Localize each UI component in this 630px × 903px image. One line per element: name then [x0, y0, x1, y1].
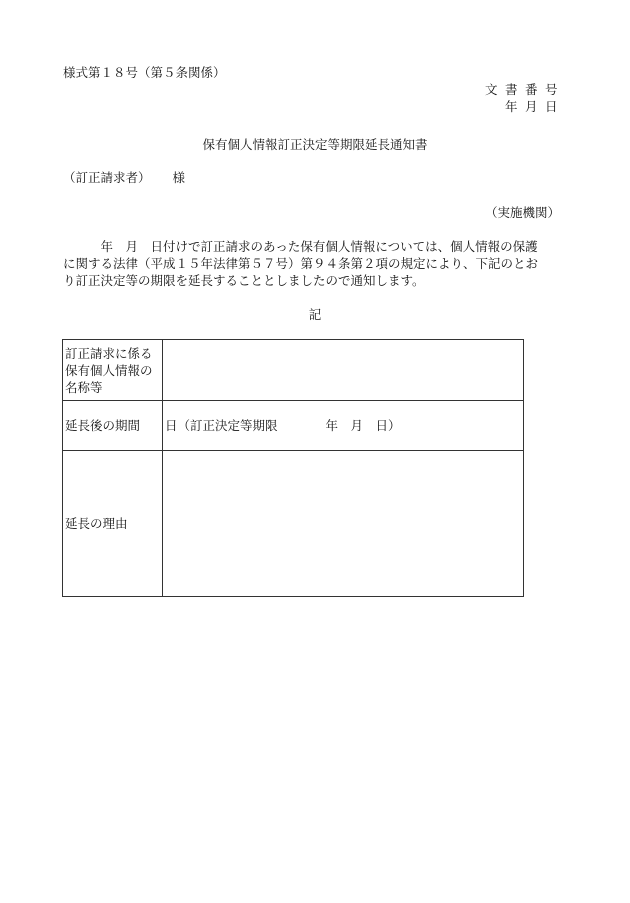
ki-heading: 記	[308, 307, 322, 322]
extended-period-suffix: 年 月 日）	[325, 418, 401, 433]
table-row	[63, 340, 524, 401]
notice-body-line: 年 月 日付けで訂正請求のあった保有個人情報については、個人情報の保護	[63, 239, 538, 254]
label-line: 訂正請求に係る	[65, 345, 153, 361]
table-row	[63, 401, 524, 451]
document-title: 保有個人情報訂正決定等期限延長通知書	[202, 137, 428, 152]
issuing-agency: （実施機関）	[484, 205, 560, 220]
recipient-honorific: 様	[172, 170, 186, 185]
label-line: 保有個人情報の	[65, 362, 153, 378]
form-number: 様式第１８号（第５条関係）	[63, 65, 226, 80]
table-row	[63, 451, 524, 597]
recipient-label: （訂正請求者）	[63, 170, 151, 185]
label-line: 名称等	[65, 379, 103, 395]
extended-period-label: 延長後の期間	[63, 401, 163, 451]
extended-period-prefix: 日（訂正決定等期限	[165, 418, 278, 433]
personal-info-name-label	[63, 340, 163, 401]
details-table	[62, 339, 524, 597]
extended-period-value	[163, 401, 524, 451]
document-number-label: 文書番号	[484, 82, 565, 97]
extension-reason-value	[163, 451, 524, 597]
recipient-line	[63, 168, 185, 186]
document-date-label: 年月日	[504, 99, 565, 114]
notice-body-line: り訂正決定等の期限を延長することとしましたので通知します。	[63, 273, 425, 288]
notice-body-line: に関する法律（平成１５年法律第５７号）第９４条第２項の規定により、下記のとお	[63, 256, 539, 271]
extension-reason-label: 延長の理由	[63, 451, 163, 597]
notice-body	[63, 238, 569, 289]
personal-info-name-value	[163, 340, 524, 401]
